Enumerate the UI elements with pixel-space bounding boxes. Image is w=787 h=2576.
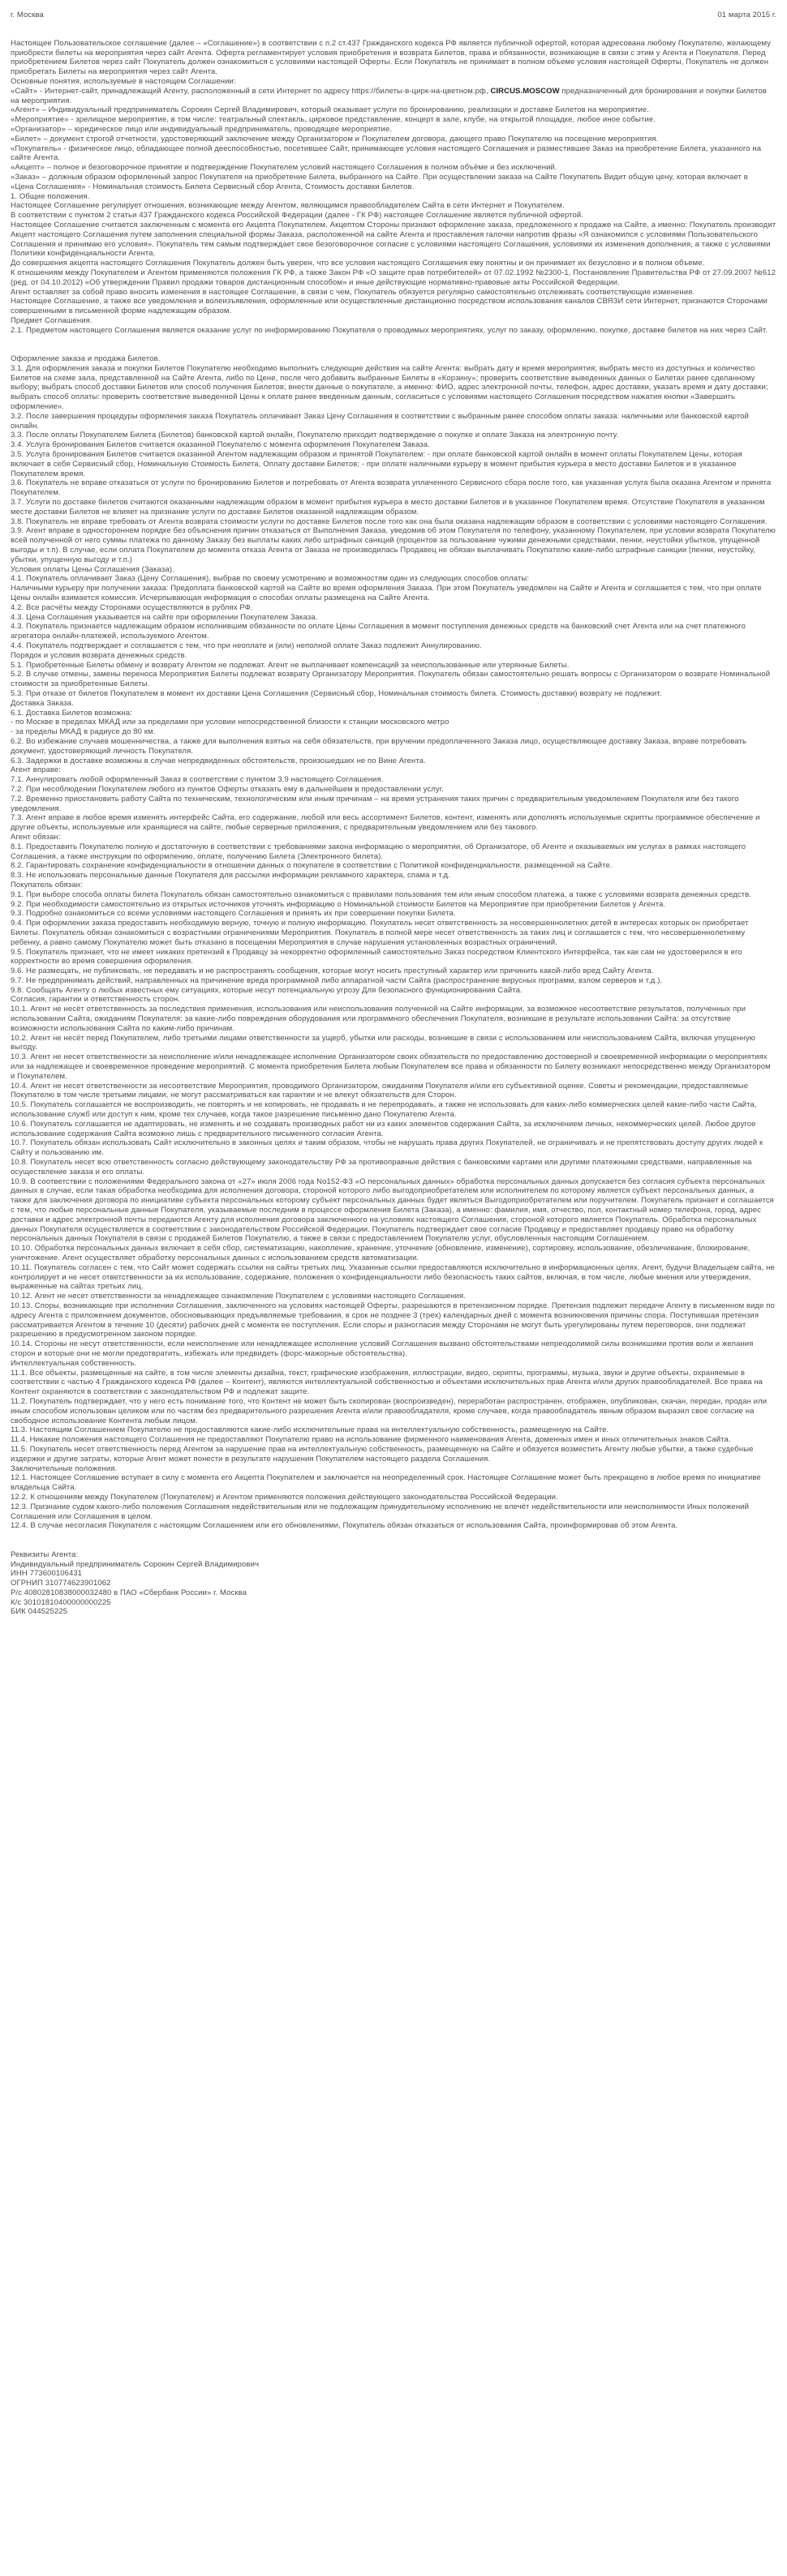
paragraph: - за пределы МКАД в радиусе до 80 км.	[11, 727, 156, 737]
paragraph: 8.1. Предоставить Покупателю полную и достаточную в соответствии с требованиями закона информацию о мероприятии, об Организаторе, об Агенте и оказываемых им услугах в рамках настоящего Соглашения, а также инструкции по оформлению, оплате, получению Билета (Электронного билета).	[11, 842, 746, 861]
paragraph: 10.9. В соответствии с положениями Федерального закона от «27» июля 2006 года No152-ФЗ «О персональных данных» обработка персональных данных допускается без согласия субъекта персональных данных в случае, если такая обработка необходима для исполнения договора, стороной которого либо выгодоприобретателем или исполнителем по которому является субъект персональных данных, а также для заключения договора по инициативе субъекта персональных которому субъект персональных данных будет являться Выгодоприобретателем или поручителем. Покупатель признает и соглашается с тем, что любые персональные данные Покупателя, указываемые последним в процессе оформления Билета (Заказа), а именно: фамилия, имя, отчество, пол, контактный номер телефона, город, адрес доставки и адрес электронной почты передаются Агенту для исполнения договора заключенного на условиях настоящего Соглашения, стороной которого является Покупатель. Обработка персональных данных Покупателя осуществляется в соответствии с законодательством Российской Федерации. Покупатель подтверждает свое согласие Продавцу и предоставляет продавцу право на обработку персональных данных Покупателя в связи с продажей Билетов Покупателю, а также в связи с предоставлением Покупателю услуг, обусловленных настоящим Соглашением.	[11, 1177, 774, 1244]
paragraph: 4.2. Все расчёты между Сторонами осуществляются в рублях РФ.	[11, 602, 253, 612]
paragraph: Заключительные положения.	[11, 1464, 118, 1473]
paragraph: 11.5. Покупатель несет ответственность перед Агентом за нарушение прав на интеллектуальную собственность, размещенную на Сайте и обязуется возместить Агенту любые убытки, а также судебные издержки и другие затраты, которые Агент может понести в результате нарушения Покупателем настоящего раздела Соглашения.	[11, 1444, 754, 1464]
document-body	[11, 39, 776, 1617]
paragraph: 10.10. Обработка персональных данных включает в себя сбор, систематизацию, накопление, хранение, уточнение (обновление, изменение), сортировку, использование, обезличивание, блокирование, уничтожение. Агент осуществляет обработку персональных данных с использованием средств автоматизации.	[11, 1244, 750, 1262]
paragraph: 9.5. Покупатель признает, что не имеет никаких претензий к Продавцу за некорректно оформленный самостоятельно Заказ посредством Клиентского Интерфейса, так как сам не удостоверился в его корректности во время совершения оформления.	[11, 947, 742, 967]
paragraph: 9.2. При необходимости самостоятельно из открытых источников уточнять информацию о Номинальной стоимости Билетов на Мероприятие при приобретении Билетов у Агента.	[11, 899, 666, 909]
paragraph: 8.2. Гарантировать сохранение конфиденциальности в отношении данных о покупателе в соответствии с Политикой конфиденциальности, размещенной на Сайте.	[11, 861, 613, 871]
paragraph: В соответствии с пунктом 2 статьи 437 Гражданского кодекса Российской Федерации (далее - ГК РФ) настоящее Соглашение является публичной офертой.	[11, 211, 584, 221]
paragraph: 12.1. Настоящее Соглашение вступает в силу с момента его Акцепта Покупателем и заключается на неопределенный срок. Настоящее Соглашение может быть прекращено в любое время по инициативе владельца Сайта.	[11, 1473, 761, 1493]
paragraph: 3.5. Услуга бронирования Билетов считается оказанной Агентом надлежащим образом и принятой Покупателем: - при оплате банковской картой онлайн в момент оплаты Покупателем Цены, которая включает в себя Сервисный сбор, Номинальную Стоимость Билета, Оплату доставки Билетов; - при оплате наличными курьеру в момент прибытия курьера в место доставки Билетов и в указанное Покупателем время.	[11, 450, 742, 478]
header-date: 01 марта 2015 г.	[717, 11, 776, 19]
paragraph: Настоящее Соглашение, а также все уведомления и волеизъявления, оформленные или осуществленные дистанционно посредством использования каналов СВЯЗИ сети Интернет, признаются Сторонами совершенными в письменной форме надлежащим образом.	[11, 297, 768, 316]
paragraph: 3.9. Агент вправе в одностороннем порядке без объяснения причин отказаться от Выполнения Заказа, уведомив об этом Покупателя по телефону, указанному Покупателем, при условии возврата Покупателю всей полученной от него суммы платежа по данному Заказу без выплаты каких либо штрафных санкций (процентов за пользование чужими денежными средствами, пенни, неустойки убытков, упущенной выгоды и т.п). В случае, если оплата Покупателем до момента отказа Агента от Заказа не производилась Продавец не обязан выплачивать Покупателю какие-либо штрафные санкции (пенни, неустойку, убытки, упущенную выгоду и т.п.)	[11, 526, 776, 564]
paragraph: 4.3. Покупатель признается надлежащим образом исполнившим обязанности по оплате Цены Соглашения в момент поступления денежных средств на банковский счет Агента или на счет платежного агрегатора онлайн-платежей, используемого Агентом.	[11, 622, 746, 641]
paragraph: «Заказ» – должным образом оформленный запрос Покупателя на приобретение Билета, выбранного на Сайте. При осуществлении заказа на Сайте Покупатель Видит общую цену, которая включает в	[11, 172, 748, 182]
paragraph: 10.7. Покупатель обязан использовать Сайт исключительно в законных целях и таким образом, чтобы не нарушать права других Покупателей, не ограничивать и не препятствовать доступу других людей к Сайту и пользованию им.	[11, 1138, 763, 1158]
paragraph: Интеллектуальная собственность.	[11, 1358, 137, 1368]
paragraph: Условия оплаты Цены Соглашения (Заказа).	[11, 564, 174, 574]
paragraph: 7.1. Аннулировать любой оформленный Заказ в соответствии с пунктом 3.9 настоящего Соглашения.	[11, 775, 384, 785]
document-header	[11, 11, 776, 20]
paragraph: «Организатор» – юридическое лицо или индивидуальный предприниматель, проводящее мероприятие.	[11, 124, 393, 134]
paragraph: 3.1. Для оформления заказа и покупки Билетов Покупателю необходимо выполнить следующие действия на сайте Агента: выбрать дату и время мероприятия; выбрать место из доступных и количество Билетов на схеме зала, представленной на Сайте Агента, либо по Цене, после чего добавить выбранные Билеты в «Корзину»; проверить соответствие выведенных данных о Билетах ранее сделанному выбору; выбрать способ доставки Билетов или способ получения Билетов; внести данные о покупателе, а именно: ФИО, адрес электронной почты, телефон, адрес доставки, указать время и дату доставки; выбрать способ оплаты: проверить соответствие выведенной Цены к оплате ранее введенным данным, согласиться с условиями настоящего Соглашения посредством нажатия кнопки «Завершить оформление».	[11, 363, 768, 412]
paragraph: 3.3. После оплаты Покупателем Билета (Билетов) банковской картой онлайн, Покупателю приходит подтверждение о покупке и оплате Заказа на электронную почту.	[11, 431, 619, 440]
paragraph: 7.3. Агент вправе в любое время изменять интерфейс Сайта, его содержание, любой или весь ассортимент Билетов, контент, изменять или дополнять используемые скрипты программное обеспечение и другие объекты, используемые или хранящиеся на сайте, любые серверные приложения, с предварительным уведомлением или без такового.	[11, 813, 760, 833]
paragraph: 10.8. Покупатель несет всю ответственность согласно действующему законодательству РФ за противоправные действия с банковскими картами или другими платежными средствами, направленные на осуществление заказа и его оплаты.	[11, 1158, 752, 1177]
paragraph-spacer	[11, 345, 776, 354]
paragraph: 10.3. Агент не несет ответственности за неисполнение и/или ненадлежащее исполнение Организатором своих обязательств по предоставлению достоверной и своевременной информации о мероприятиях или за надлежащее и своевременное проведение мероприятий. С момента приобретения Билета любым Покупателем все права и обязанности по Билету возникают непосредственно между Организатором и Покупателем.	[11, 1052, 771, 1081]
header-city: г. Москва	[11, 11, 44, 19]
paragraph: «Агент» – Индивидуальный предприниматель Сорокин Сергей Владимирович, который оказывает услуги по бронированию, реализации и доставке Билетов на мероприятие.	[11, 105, 649, 115]
paragraph: 3.7. Услуги по доставке билетов считаются оказанными надлежащим образом в момент прибытия курьера в место доставки Билетов и в указанное Покупателем время. Отсутствие Покупателя в указанном месте доставки Билетов не влияет на признание услуги по доставке Билетов оказанной надлежащим образом.	[11, 498, 765, 516]
paragraph: Наличными курьеру при получении заказа: Предоплата банковской картой на Сайте во время оформления Заказа. При этом Покупатель уведомлен на Сайте и Агента и соглашается с тем, что при оплате Цены онлайн взимается комиссия. Исчерпывающая информация о способах оплаты размещена на Сайте Агента.	[11, 584, 762, 603]
paragraph: 6.2. Во избежание случаев мошенничества, а также для выполнения взятых на себя обязательств, при вручении предоплаченного Заказа лицо, осуществляющее доставку Заказа, вправе потребовать документ, удостоверяющий личность Покупателя.	[11, 736, 746, 756]
paragraph: Агент оставляет за собой право вносить изменения в настоящее Соглашение, в связи с чем, Покупатель обязуется регулярно самостоятельно отслеживать соответствующие изменения.	[11, 287, 695, 297]
paragraph: «Мероприятие» - зрелищное мероприятие, в том числе: театральный спектакль, цирковое представление, концерт в зале, клубе, на открытой площадке, любое иное событие.	[11, 115, 656, 125]
paragraph: Настоящее Пользовательское соглашение (далее – «Соглашение») в соответствии с п.2 ст.437 Гражданского кодекса РФ является публичной офертой, которая адресована любому Покупателю, желающему приобрести билеты на мероприятия через сайт Агента. Оферта регламентирует условия приобретения и возврата Билетов, права и обязанности, возникающие в связи с этим у Агента и Покупателя. Перед приобретением Билетов через сайт Покупатель должен ознакомиться с условиями настоящей Оферты. Если Покупатель не принимает в полном объеме условия настоящей Оферты, Покупатель не должен приобретать Билеты на мероприятия через сайт Агента.	[11, 38, 772, 77]
paragraph: 10.6. Покупатель соглашается не адаптировать, не изменять и не создавать производных работ ни из каких элементов содержания Сайта, за исключением личных, некоммерческих целей. Любое другое использование содержания Сайта возможно лишь с предварительного письменного согласия Агента.	[11, 1119, 756, 1138]
paragraph: 12.4. В случае несогласия Покупателя с настоящим Соглашением или его обновлениями, Покупатель обязан отказаться от использования Сайта, проинформировав об этом Агента.	[11, 1521, 678, 1531]
paragraph: «Покупатель» - физическое лицо, обладающее полной дееспособностью, посетившее Сайт, принимающее условия настоящего Соглашения и разместившее Заказ на приобретение Билета, указанного на сайте Агента.	[11, 144, 762, 163]
paragraph: 7.2. Временно приостановить работу Сайта по техническим, технологическим или иным причинам – на время устранения таких причин с предварительным уведомлением Покупателя или без такого уведомления.	[11, 794, 739, 813]
paragraph: 5.2. В случае отмены, замены переноса Мероприятия Билеты подлежат возврату Организатору Мероприятия. Покупатель обязан самостоятельно решать вопросы с Организатором о возврате Номинальной стоимости за приобретенные Билеты.	[11, 670, 771, 689]
paragraph: 11.1. Все объекты, размещенные на сайте, в том числе элементы дизайна, текст, графические изображения, иллюстрации, видео, скрипты, программы, музыка, звуки и другие объекты, охраняемые в соответствии с частью 4 Гражданского кодекса РФ (далее – Контент), являются интеллектуальной собственностью и объектами исключительных прав Агента и/или других правообладателей. Все права на Контент охраняются в соответствии с законодательством РФ и подлежат защите.	[11, 1368, 763, 1397]
paragraph: Р/с 40802810838000032480 в ПАО «Сбербанк России» г. Москва	[11, 1588, 247, 1597]
paragraph: 8.3. Не использовать персональные данные Покупателя для рассылки информации рекламного характера, спама и т.д.	[11, 871, 450, 881]
paragraph-spacer	[11, 336, 776, 345]
paragraph: «Акцепт» – полное и безоговорочное принятие и подтверждение Покупателем условий настоящего Соглашения в полном объёме и без исключений.	[11, 163, 557, 173]
paragraph: 6.3. Задержки в доставке возможны в случае непредвиденных обстоятельств, произошедших не по Вине Агента.	[11, 756, 426, 765]
paragraph: БИК 044525225	[11, 1607, 68, 1617]
paragraph: К/с 30101810400000000225	[11, 1597, 111, 1607]
paragraph: - по Москве в пределах МКАД или за пределами при условии непосредственной близости к станции московского метро	[11, 718, 449, 727]
paragraph: До совершения акцепта настоящего Соглашения Покупатель должен быть уверен, что все условия настоящего Соглашения ему понятны и он принимает их безусловно и в полном объеме.	[11, 259, 705, 268]
paragraph: 11.3. Настоящим Соглашением Покупателю не предоставляются какие-либо исключительные права на интеллектуальную собственность, размещенную на Сайте.	[11, 1425, 609, 1435]
paragraph-spacer	[11, 1541, 776, 1550]
paragraph: «Сайт» - Интернет-сайт, принадлежащий Агенту, расположенный в сети Интернет по адресу https://билеты-в-цирк-на-цветном.рф, CIRCUS.MOSCOW предназначенный для бронирования и покупки Билетов на мероприятия.	[11, 86, 767, 105]
paragraph: 3.8. Покупатель не вправе требовать от Агента возврата стоимости услуги по доставке Билетов после того как она была оказана надлежащим образом в соответствии с условиями настоящего Соглашения.	[11, 516, 768, 526]
paragraph: 10.4. Агент не несет ответственности за несоответствие Мероприятия, проводимого Организатором, ожиданиям Покупателя и/или его субъективной оценке. Советы и рекомендации, предоставляемые Покупателю в том числе третьими лицами, не могут рассматриваться как гарантии и не влекут обязательств для Сторон.	[11, 1081, 749, 1100]
paragraph: Оформление заказа и продажа Билетов.	[11, 354, 161, 364]
paragraph: 3.4. Услуга бронирования Билетов считается оказанной Покупателю с момента оформления Покупателем Заказа.	[11, 440, 430, 450]
paragraph: 2.1. Предметом настоящего Соглашения является оказание услуг по информированию Покупателя о проводимых мероприятиях, услуг по заказу, оформлению, покупке, доставке билетов на них через Сайт.	[11, 325, 768, 335]
paragraph: 9.4. При оформлении заказа предоставить необходимую верную, точную и полную информацию. Покупатель несет ответственность за несовершеннолетних детей в интересах которых он приобретает Билеты. Покупатель обязан ознакомиться с возрастными ограничениями Мероприятия. Покупатель в полной мере несет ответственность за таких лиц и соглашается с тем, что несовершеннолетнему ребенку, а равно самому Покупателю может быть отказано в посещении Мероприятия в случае нарушения установленных возрастных ограничений.	[11, 919, 749, 947]
paragraph: Реквизиты Агента:	[11, 1549, 79, 1559]
paragraph: ИНН 773600106431	[11, 1569, 83, 1579]
paragraph: 4.1. Покупатель оплачивает Заказ (Цену Соглашения), выбрав по своему усмотрению и возможностям один из следующих способов оплаты:	[11, 574, 530, 584]
paragraph: 7.2. При несоблюдении Покупателем любого из пунктов Оферты отказать ему в дальнейшем в предоставлении услуг.	[11, 784, 444, 794]
paragraph: 9.8. Сообщать Агенту о любых известных ему ситуациях, которые несут потенциальную угрозу Для безопасного функционирования Сайта.	[11, 985, 523, 995]
paragraph: 3.6. Покупатель не вправе отказаться от услуги по бронированию Билетов и потребовать от Агента возврата уплаченного Сервисного сбора после того, как указанная услуга была оказана Агентом и принята Покупателем.	[11, 478, 772, 498]
paragraph: 1. Общие положения.	[11, 191, 90, 201]
paragraph-spacer	[11, 1531, 776, 1541]
paragraph: 10.14. Стороны не несут ответственности, если неисполнение или ненадлежащее исполнение условий Соглашения вызвано обстоятельствами непреодолимой силы возникшими против воли и желания сторон и которые они не могли предотвратить, избежать или предвидеть (форс-мажорные обстоятельства).	[11, 1339, 754, 1358]
paragraph: 10.11. Покупатель согласен с тем, что Сайт может содержать ссылки на сайты третьих лиц. Указанные ссылки предоставляются исключительно в информационных целях. Агент, будучи Владельцем сайта, не контролирует и не несет ответственности за их использование, содержание, положения о конфиденциальности либо безопасность таких сайтов, включая, в том числе, любые мнения или утверждения, выраженные на сайтах третьих лиц.	[11, 1262, 775, 1292]
paragraph: Доставка Заказа.	[11, 698, 74, 708]
paragraph: 4.3. Цена Соглашения указывается на сайте при оформлении Покупателем Заказа.	[11, 612, 318, 622]
paragraph: Согласия, гарантии и ответственность сторон.	[11, 995, 181, 1005]
paragraph: 9.6. Не размещать, не публиковать, не передавать и не распространять сообщения, которые могут носить преступный характер или причинить какой-либо вред Сайту Агента.	[11, 967, 654, 976]
paragraph: 10.13. Споры, возникающие при исполнении Соглашения, заключенного на условиях настоящей Оферты, разрешаются в претензионном порядке. Претензия подлежит передаче Агенту в письменном виде по адресу Агента с приложением документов, обосновывающих предъявляемые требования, в срок не позднее 3 (трех) календарных дней с момента возникновения причины спора. Поступившая претензия рассматривается Агентом в течение 10 (десяти) рабочих дней с момента ее поступления. Если споры и разногласия между Сторонами не могут быть урегулированы путем переговоров, они подлежат разрешению в предусмотренном законом порядке.	[11, 1301, 775, 1339]
paragraph: Порядок и условия возврата денежных средств.	[11, 650, 187, 660]
paragraph: Предмет Соглашения.	[11, 315, 92, 325]
paragraph: 3.2. После завершения процедуры оформления заказа Покупатель оплачивает Заказ Цену Соглашения в соответствии с выбранным ранее способом оплаты заказа: наличными или банковской картой онлайн.	[11, 411, 749, 431]
paragraph: «Билет» – документ строгой отчетности, удостоверяющий заключение между Организатором и Покупателем договора, дающего право Покупателю на посещение мероприятия.	[11, 134, 659, 144]
paragraph: 9.7. Не предпринимать действий, направленных на причинение вреда программной либо аппаратной части Сайта (распространение вирусных программ, взлом серверов и т.д.).	[11, 975, 663, 985]
paragraph: 12.3. Признание судом какого-либо положения Соглашения недействительным или не подлежащим принудительному исполнению не влечёт недействительности или неисполнимости Иных положений Соглашения или Соглашения в целом.	[11, 1502, 749, 1521]
paragraph: 12.2. К отношениям между Покупателем (Покупателем) и Агентом применяются положения действующего законодательства Российской Федерации.	[11, 1492, 558, 1502]
paragraph: ОГРНИП 310774623901062	[11, 1579, 111, 1588]
paragraph: 11.4. Никакие положения настоящего Соглашения не предоставляют Покупателю право на использование фирменного наименования Агента, доменных имен и иных отличительных знаков Сайта.	[11, 1435, 731, 1445]
paragraph: 6.1. Доставка Билетов возможна:	[11, 708, 132, 718]
paragraph: Покупатель обязан:	[11, 880, 83, 889]
paragraph: 5.1. Приобретенные Билеты обмену и возврату Агентом не подлежат. Агент не выплачивает компенсаций за неиспользованные или утерянные Билеты.	[11, 660, 570, 670]
paragraph: 10.1. Агент не несёт ответственность за последствия применения, использования или неиспользования полученной на Сайте информации, за возможное несоответствие результатов, полученных при использовании Сайта, ожиданиям Покупателя: за какие-либо повреждения оборудования или программного обеспечения Покупателя, возникшие в результате использовании Сайта: за отсутствие возможности использования Сайта по каким-либо причинам.	[11, 1005, 746, 1033]
paragraph: 4.4. Покупатель подтверждает и соглашается с тем, что при неоплате и (или) неполной оплате Заказ подлежит Аннулированию.	[11, 641, 482, 650]
paragraph: Индивидуальный предприниматель Сорокин Сергей Владимирович	[11, 1559, 260, 1569]
paragraph: Агент вправе:	[11, 765, 62, 775]
paragraph: 9.1. При выборе способа оплаты билета Покупатель обязан самостоятельно ознакомиться с правилами пользования тем или иным способом платежа, а также с условиями возврата денежных средств.	[11, 889, 751, 899]
paragraph: Основные понятия, используемые в настоящем Соглашении:	[11, 76, 236, 86]
paragraph: К отношениям между Покупателем и Агентом применяются положения ГК РФ, а также Закон РФ «О защите прав потребителей» от 07.02.1992 №2300-1, Постановление Правительства РФ от 27.09.2007 №612 (ред. от 04.10.2012) «Об утверждении Правил продажи товаров дистанционным способом» и иные действующие нормативно-правовые акты Российской Федерации.	[11, 268, 776, 287]
paragraph: 5.3. При отказе от билетов Покупателем в момент их доставки Цена Соглашения (Сервисный сбор, Номинальная стоимость билета. Стоимость доставки) возврату не подлежит.	[11, 688, 662, 698]
paragraph: 11.2. Покупатель подтверждает, что у него есть понимание того, что Контент не может быть скопирован (воспроизведен), переработан распространен, отображен, опубликован, скачан, передан, продан или иным способом использован целиком или по частям без предварительного разрешения Агента и/или правообладателя, кроме случаев, когда правообладатель явным образом выразил свое согласие на свободное использование Контента любым лицом.	[11, 1396, 768, 1425]
paragraph: 10.12. Агент не несет ответственности за ненадлежащее ознакомление Покупателем с условиями настоящего Соглашения.	[11, 1292, 467, 1301]
paragraph: 9.3. Подробно ознакомиться со всеми условиями настоящего Соглашения и принять их при совершении покупки Билета.	[11, 909, 456, 919]
paragraph: Настоящее Соглашение регулирует отношения, возникающие между Агентом, являющимся правообладателем Сайта в сети Интернет и Покупателем.	[11, 201, 565, 211]
paragraph: 10.5. Покупатель соглашается не воспроизводить, не повторять и не копировать, не продавать и не перепродавать, а также не использовать для каких-либо коммерческих целей какие-либо части Сайта, использование служб или доступ к ним, кроме тех случаев, когда такое разрешение письменно дано Покупателю Агента.	[11, 1100, 757, 1120]
paragraph: Агент обязан:	[11, 832, 61, 842]
paragraph: «Цена Соглашения» - Номинальная стоимость Билета Сервисный сбор Агента, Стоимость доставки Билетов.	[11, 182, 415, 191]
paragraph: 10.2. Агент не несёт перед Покупателем, либо третьими лицами ответственности за ущерб, убытки или расходы, возникшие в связи с использованием или неиспользованием Сайта, включая упущенную выгоду.	[11, 1033, 756, 1052]
paragraph: Настоящее Соглашение считается заключенным с момента его Акцепта Покупателем. Акцептом Стороны признают оформление заказа, предложенного к продаже на Сайте, а именно: Покупатель производит Акцепт настоящего Соглашения путем заполнения специальной формы Заказа, расположенной на сайте Агента и проставления галочки напротив фразы «Я ознакомился с условиями Пользовательского Соглашения и принимаю его условия». Покупатель тем самым подтверждает свое безоговорочное согласие с условиями настоящего Соглашения, условиями их изменения дополнения, а также с условиями Политики конфиденциальности Агента.	[11, 220, 776, 259]
